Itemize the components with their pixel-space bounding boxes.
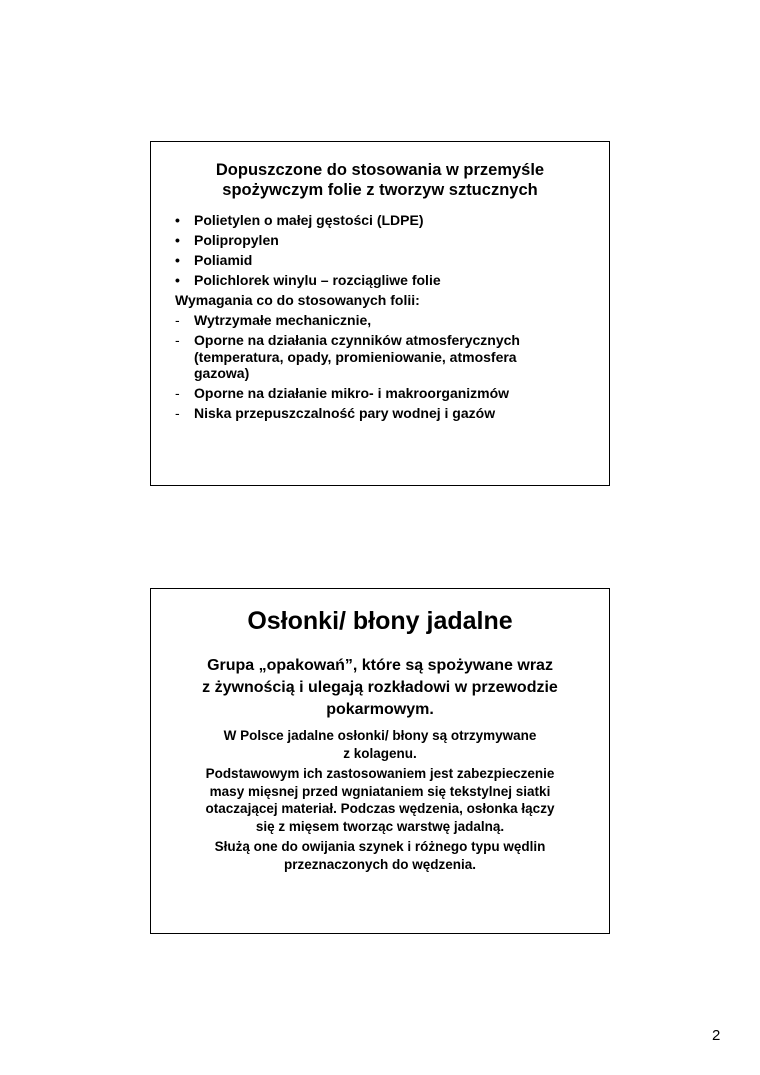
dash-icon: - — [175, 332, 180, 348]
list-item-text: Oporne na działania czynników atmosferycznych — [194, 332, 520, 348]
slide-body — [175, 212, 595, 425]
bullet-icon: • — [175, 212, 180, 228]
lead-line: z żywnością i ulegają rozkładowi w przewodzie — [202, 679, 558, 696]
list-item-text: Polipropylen — [194, 232, 279, 248]
list-item-text: (temperatura, opady, promieniowanie, atmosfera — [194, 348, 517, 365]
list-item — [175, 405, 595, 422]
lead-line: pokarmowym. — [326, 701, 434, 718]
paragraph-usage — [151, 765, 609, 835]
dash-icon: - — [175, 385, 180, 401]
paragraph-line: Podstawowym ich zastosowaniem jest zabezpieczenie — [205, 766, 555, 781]
requirements-heading: Wymagania co do stosowanych folii: — [175, 292, 420, 308]
bullet-icon: • — [175, 252, 180, 268]
page-number: 2 — [712, 1027, 721, 1044]
title-line: Dopuszczone do stosowania w przemyśle — [215, 161, 545, 179]
list-item-text: Polietylen o małej gęstości (LDPE) — [194, 212, 424, 228]
list-item — [175, 385, 595, 402]
list-item-text: gazowa) — [194, 365, 250, 381]
dash-icon: - — [175, 405, 180, 421]
list-item — [175, 312, 595, 329]
paragraph-line: się z mięsem tworząc warstwę jadalną. — [255, 818, 505, 834]
bullet-icon: • — [175, 272, 180, 288]
paragraph-line: masy mięsnej przed wgniataniem się tekstylnej siatki — [209, 783, 551, 799]
list-item-text: Oporne na działanie mikro- i makroorganizmów — [194, 385, 510, 401]
list-item — [175, 332, 595, 382]
paragraph-line: przeznaczonych do wędzenia. — [283, 856, 477, 872]
paragraph-line: W Polsce jadalne osłonki/ błony są otrzymywane — [223, 728, 537, 743]
slide-plastic-films — [150, 141, 610, 486]
slide-lead — [151, 655, 609, 721]
list-item-text: Poliamid — [194, 252, 253, 268]
list-item — [175, 252, 595, 269]
list-item-text: Niska przepuszczalność pary wodnej i gazów — [194, 405, 496, 421]
dash-icon: - — [175, 312, 180, 328]
list-item — [175, 272, 595, 289]
lead-line: Grupa „opakowań”, które są spożywane wraz — [207, 657, 553, 674]
paragraph-origin — [151, 727, 609, 762]
list-item-text: Wytrzymałe mechanicznie, — [194, 312, 372, 328]
slide-title: Osłonki/ błony jadalne — [247, 607, 513, 635]
title-line: spożywczym folie z tworzyw sztucznych — [222, 181, 538, 199]
requirements-list — [175, 312, 595, 422]
film-types-list — [175, 212, 595, 289]
paragraph-application — [151, 838, 609, 873]
slide-title — [151, 160, 609, 200]
list-item-text: Polichlorek winylu – rozciągliwe folie — [194, 272, 441, 288]
paragraph-line: Służą one do owijania szynek i różnego typu wędlin — [214, 839, 546, 854]
list-item — [175, 232, 595, 249]
list-item — [175, 212, 595, 229]
bullet-icon: • — [175, 232, 180, 248]
paragraph-line: z kolagenu. — [343, 745, 417, 761]
paragraph-line: otaczającej materiał. Podczas wędzenia, osłonka łączy — [205, 801, 555, 816]
slide-edible-casings — [150, 588, 610, 934]
